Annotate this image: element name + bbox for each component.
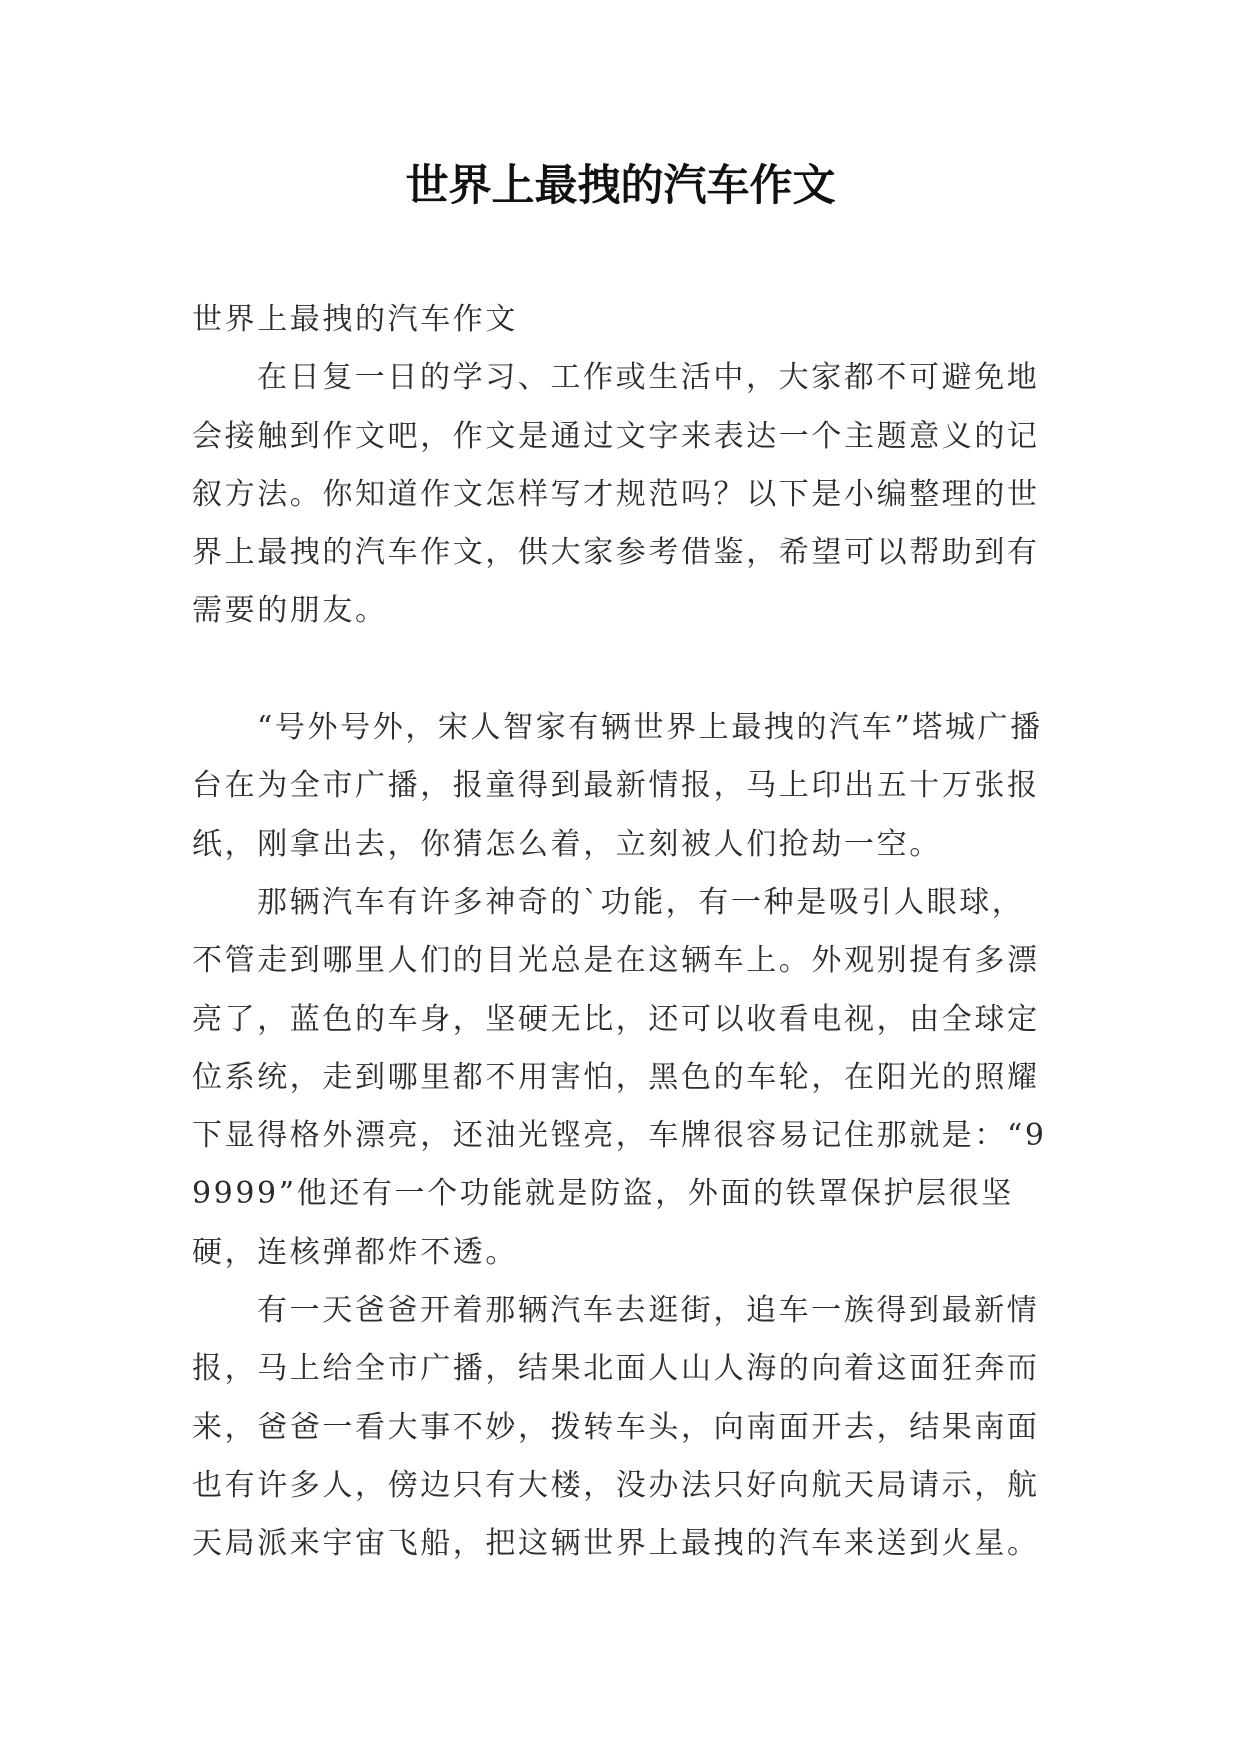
- paragraph-spacer: [192, 641, 1052, 699]
- paragraph-intro: 在日复一日的学习、工作或生活中，大家都不可避免地会接触到作文吧，作文是通过文字来表达一个主题意义的记叙方法。你知道作文怎样写才规范吗？以下是小编整理的世界上最拽的汽车作文，供大家参考借鉴，希望可以帮助到有需要的朋友。: [192, 360, 1040, 629]
- document-subtitle: 世界上最拽的汽车作文: [192, 302, 518, 337]
- page-title: 世界上最拽的汽车作文: [405, 161, 836, 211]
- document-body: [192, 291, 1052, 1574]
- paragraph-features: 那辆汽车有许多神奇的`功能，有一种是吸引人眼球，不管走到哪里人们的目光总是在这辆车上。外观别提有多漂亮了，蓝色的车身，坚硬无比，还可以收看电视，由全球定位系统，走到哪里都不用害怕，黑色的车轮，在阳光的照耀下显得格外漂亮，还油光铿亮，车牌很容易记住那就是：“99999”他还有一个功能就是防盗，外面的铁罩保护层很坚硬，连核弹都炸不透。: [192, 884, 1047, 1270]
- paragraph-news: “号外号外，宋人智家有辆世界上最拽的汽车”塔城广播台在为全市广播，报童得到最新情报，马上印出五十万张报纸，刚拿出去，你猜怎么着，立刻被人们抢劫一空。: [192, 710, 1043, 862]
- paragraph-story: 有一天爸爸开着那辆汽车去逛街，追车一族得到最新情报，马上给全市广播，结果北面人山人海的向着这面狂奔而来，爸爸一看大事不妙，拨转车头，向南面开去，结果南面也有许多人，傍边只有大楼，没办法只好向航天局请示，航天局派来宇宙飞船，把这辆世界上最拽的汽车来送到火星。: [192, 1293, 1040, 1562]
